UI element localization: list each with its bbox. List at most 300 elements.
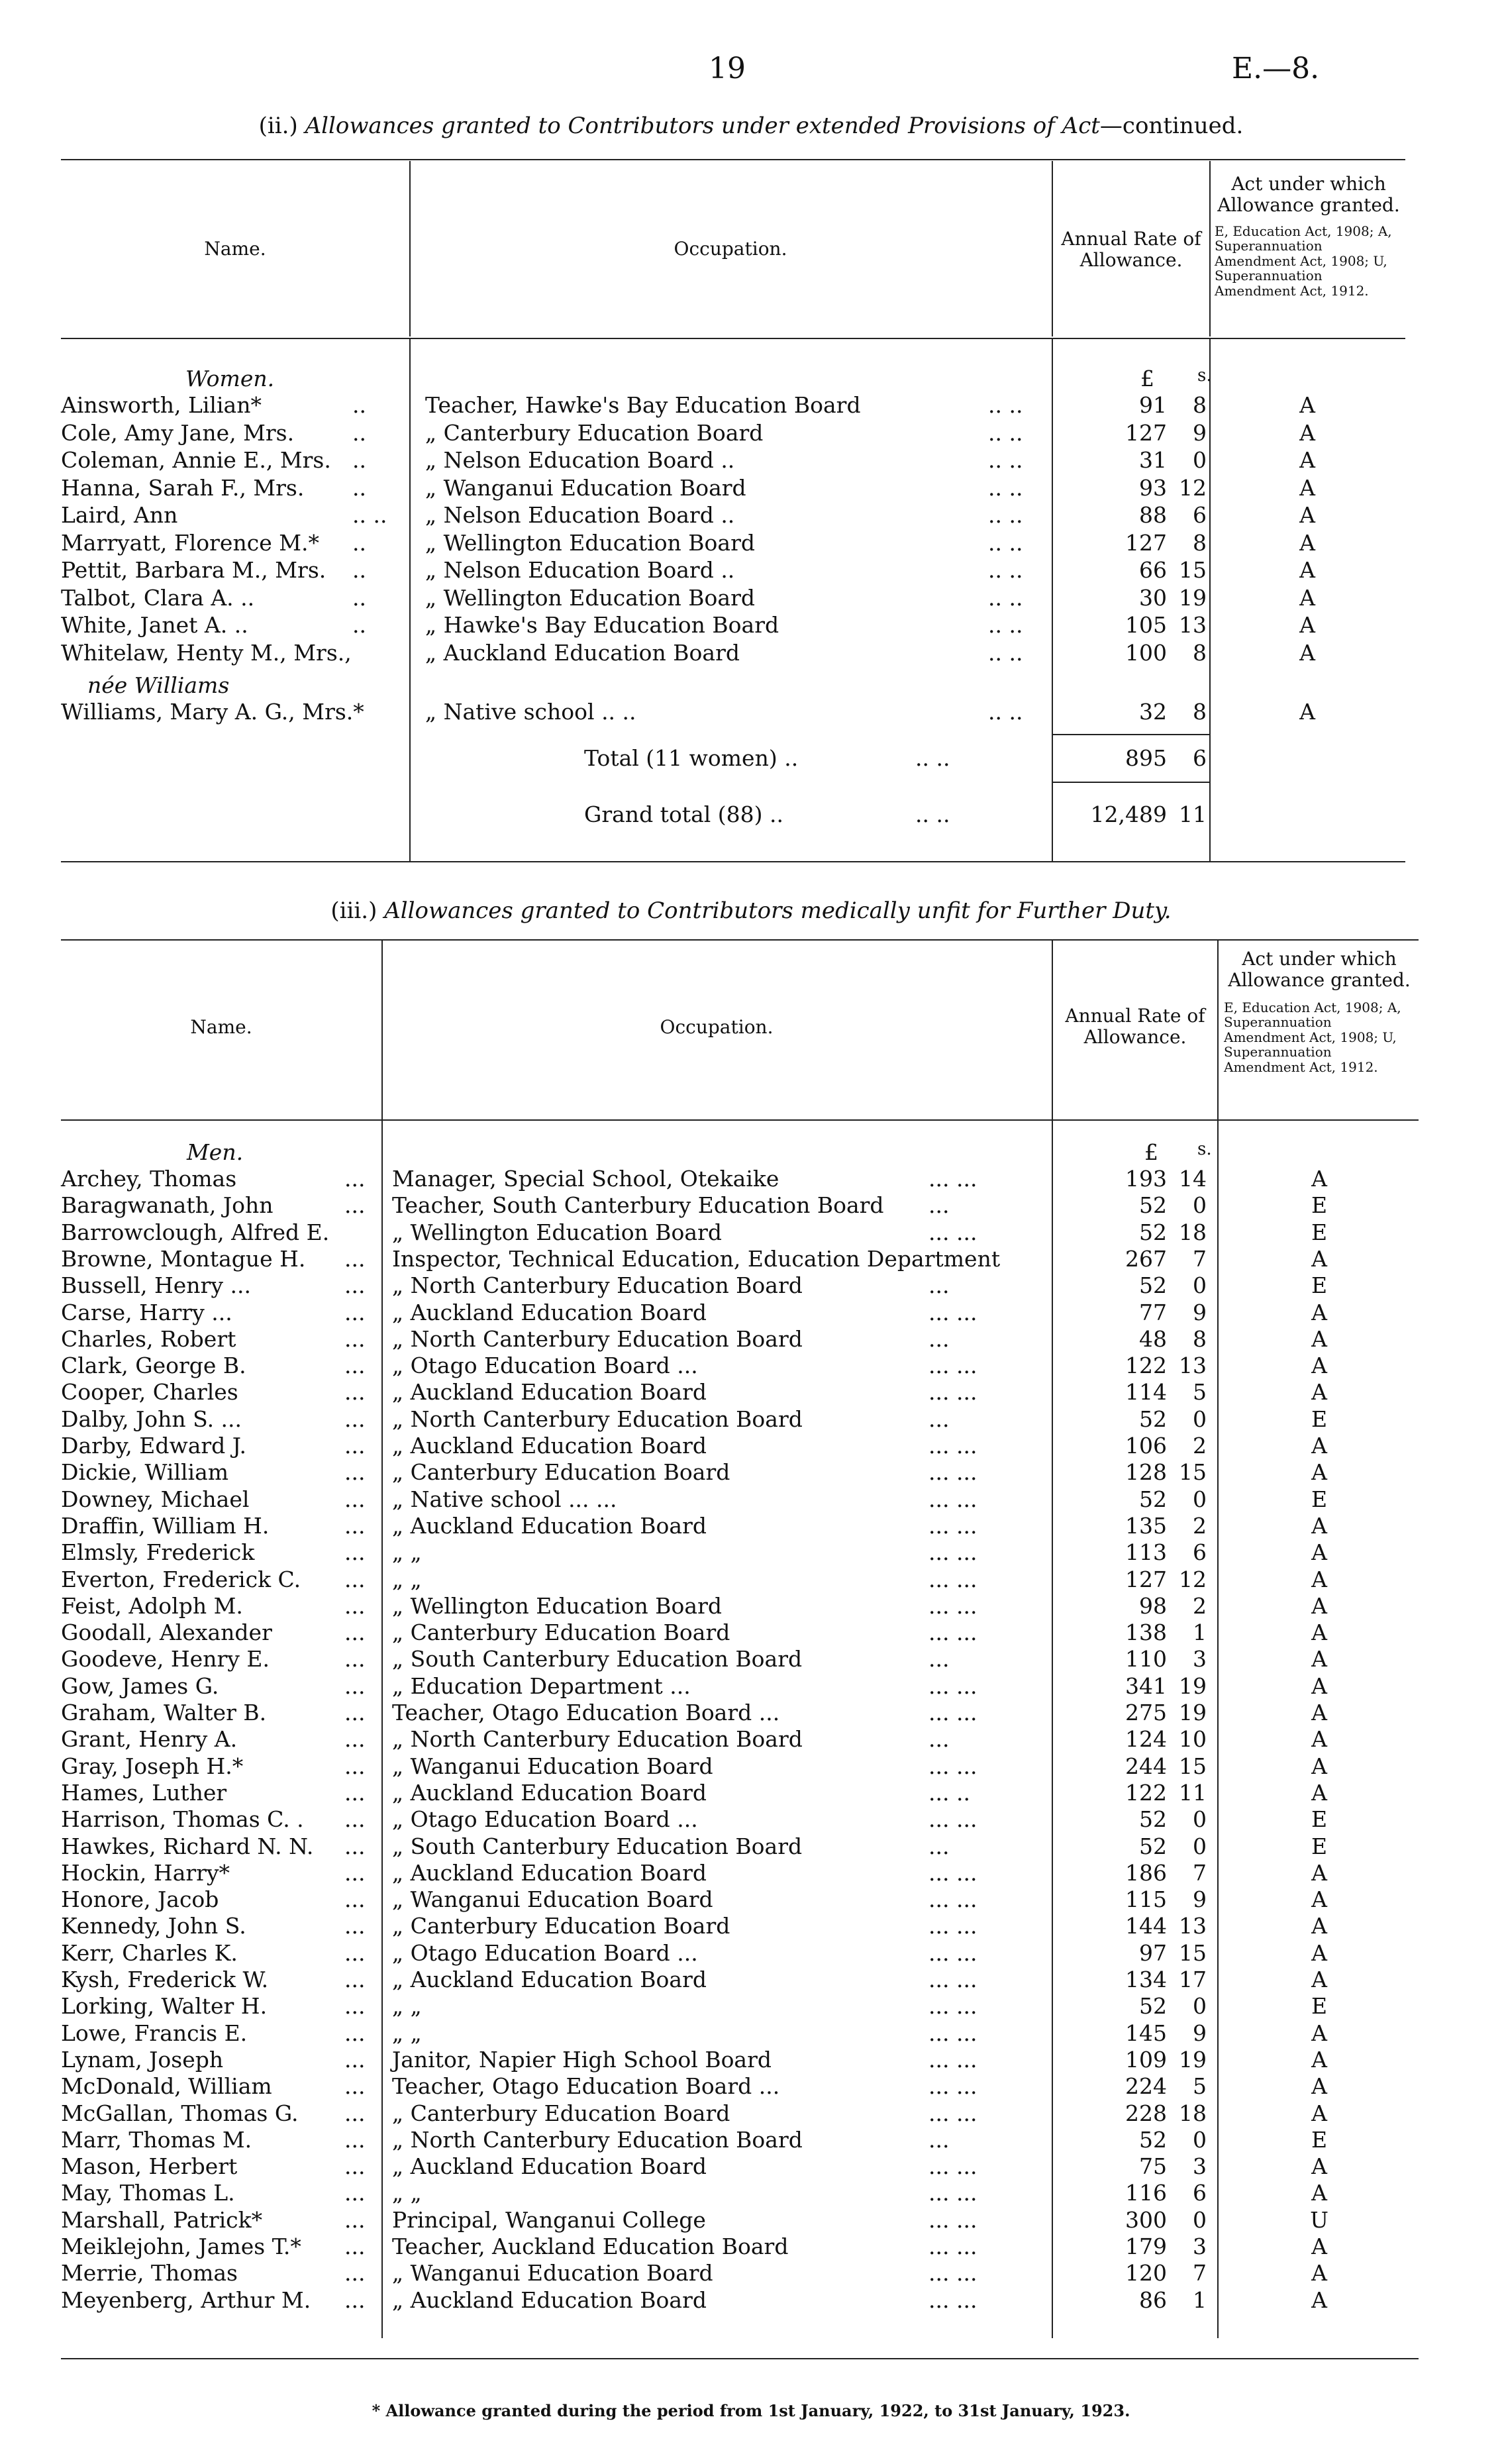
table3-row-occupation: „ South Canterbury Education Board bbox=[392, 1646, 803, 1672]
table3-row bbox=[61, 2260, 1419, 2286]
table3-row-occupation: „ Auckland Education Board bbox=[392, 1512, 707, 1539]
table3-row-occ-dots: ... ... bbox=[928, 1539, 977, 1566]
table3-row-shillings: 11 bbox=[1179, 1779, 1207, 1806]
table2-row-pounds: 93 bbox=[1139, 474, 1167, 501]
table3-row-occupation: „ Canterbury Education Board bbox=[392, 1913, 730, 1939]
table3-row-occupation: „ Education Department ... bbox=[392, 1672, 691, 1699]
table2-total-dots: .. .. bbox=[915, 745, 950, 771]
table2-row-occupation: „ Auckland Education Board bbox=[425, 639, 740, 666]
table3-row-name: Harrison, Thomas C. . bbox=[61, 1806, 304, 1833]
table3-row-shillings: 19 bbox=[1179, 1672, 1207, 1699]
table3-row bbox=[61, 1272, 1419, 1299]
table3-row-name: Gow, James G. bbox=[61, 1672, 219, 1699]
table3-row bbox=[61, 1619, 1419, 1646]
table3-row-name-dots: ... bbox=[344, 1512, 366, 1539]
table3-row-pounds: 106 bbox=[1125, 1433, 1167, 1459]
table2-row-occ-dots: .. .. bbox=[988, 419, 1023, 446]
table3-row-occupation: „ Auckland Education Board bbox=[392, 1967, 707, 1992]
table3-row-act: A bbox=[1311, 1539, 1327, 1566]
table3-row-pounds: 341 bbox=[1125, 1672, 1167, 1699]
table3-row bbox=[61, 1406, 1419, 1433]
table3-row bbox=[61, 1646, 1419, 1672]
table3-row bbox=[61, 1993, 1419, 2020]
table3-row-occ-dots: ... ... bbox=[928, 2046, 977, 2073]
table2-row-shillings: 15 bbox=[1179, 557, 1207, 583]
table3-row-occupation: „ North Canterbury Education Board bbox=[392, 1726, 803, 1753]
table3-row-name: Bussell, Henry ... bbox=[61, 1272, 251, 1299]
table2-row-shillings: 13 bbox=[1179, 612, 1207, 638]
table3-row-name-dots: ... bbox=[344, 2046, 366, 2073]
table2-row-act: A bbox=[1299, 419, 1315, 446]
table3-row-occupation: „ Wanganui Education Board bbox=[392, 2260, 713, 2286]
table3-row-act: A bbox=[1311, 1726, 1327, 1753]
table2-currency-pounds: £ bbox=[1140, 366, 1154, 391]
table3-row-name-dots: ... bbox=[344, 1913, 366, 1939]
table3-row-name: Honore, Jacob bbox=[61, 1886, 219, 1913]
table3-row-occupation: Principal, Wanganui College bbox=[392, 2206, 706, 2233]
table3-row-name: Baragwanath, John bbox=[61, 1192, 274, 1219]
table3-row-act: A bbox=[1311, 1779, 1327, 1806]
table3-row-name-dots: ... bbox=[344, 1245, 366, 1272]
table3-row-occ-dots: ... ... bbox=[928, 1433, 977, 1459]
table3-row-act: A bbox=[1311, 1566, 1327, 1592]
table2-grand-label: Grand total (88) .. bbox=[584, 801, 783, 827]
table3-row-shillings: 7 bbox=[1193, 2260, 1207, 2286]
table2-row-name-dots: .. bbox=[352, 529, 366, 556]
table3-row-act: A bbox=[1311, 2233, 1327, 2259]
table2-row-act: A bbox=[1299, 699, 1315, 725]
table2-row-name: White, Janet A. .. bbox=[61, 612, 248, 638]
table2-whitelaw-cont: née Williams bbox=[87, 672, 230, 698]
table2-row bbox=[61, 530, 1405, 556]
table3-row-occ-dots: ... bbox=[928, 1192, 950, 1219]
table3-row-act: A bbox=[1311, 1433, 1327, 1459]
table3-row-name-dots: ... bbox=[344, 1353, 366, 1379]
table3-row-pounds: 52 bbox=[1139, 1272, 1167, 1299]
table3-row-name-dots: ... bbox=[344, 1592, 366, 1619]
table3-row-name: Carse, Harry ... bbox=[61, 1299, 232, 1325]
table3-row-act: A bbox=[1311, 1379, 1327, 1406]
table3-row bbox=[61, 2153, 1419, 2180]
table2-vline-3 bbox=[1209, 161, 1211, 336]
table3-row-name: Meyenberg, Arthur M. bbox=[61, 2286, 311, 2313]
table2-row-occupation: „ Nelson Education Board .. bbox=[425, 502, 735, 528]
table3-row-act: A bbox=[1311, 1859, 1327, 1886]
table3-title bbox=[0, 898, 1502, 924]
table3-row-act: A bbox=[1311, 2046, 1327, 2073]
table2-grand-shillings: 11 bbox=[1179, 801, 1207, 827]
table2-row-pounds: 88 bbox=[1139, 502, 1167, 528]
table3-row-shillings: 0 bbox=[1193, 1272, 1207, 1299]
table3-row-name-dots: ... bbox=[344, 1406, 366, 1432]
table3-row bbox=[61, 1673, 1419, 1700]
table2-row-name-dots: .. bbox=[352, 419, 366, 446]
table3-row-name-dots: ... bbox=[344, 1566, 366, 1592]
table3-row-pounds: 98 bbox=[1139, 1592, 1167, 1619]
table3-row-occ-dots: ... ... bbox=[928, 2020, 977, 2046]
table2-row-act: A bbox=[1299, 557, 1315, 583]
table3-row-shillings: 10 bbox=[1179, 1726, 1207, 1753]
table2-row-occ-dots: .. .. bbox=[988, 699, 1023, 725]
table2-row-shillings: 9 bbox=[1193, 419, 1207, 446]
table3-row-act: E bbox=[1311, 1272, 1328, 1299]
table3-row-occ-dots: ... bbox=[928, 1325, 950, 1352]
table3-row-name: Draffin, William H. bbox=[61, 1512, 270, 1539]
table3-row-pounds: 135 bbox=[1125, 1512, 1167, 1539]
table3-row-act: A bbox=[1311, 1512, 1327, 1539]
table2-row-name-dots: .. bbox=[352, 392, 366, 418]
table2-row-occupation: „ Nelson Education Board .. bbox=[425, 557, 735, 583]
table3-row bbox=[61, 1300, 1419, 1326]
table3-row-shillings: 0 bbox=[1193, 1806, 1207, 1833]
table3-row-act: A bbox=[1311, 1753, 1327, 1779]
table3-row-pounds: 113 bbox=[1125, 1539, 1167, 1566]
table3-row-shillings: 3 bbox=[1193, 1646, 1207, 1672]
table2-col-act-note: E, Education Act, 1908; A, Superannuation Amendment Act, 1908; U, Superannuation Amendment Act, 1912. bbox=[1215, 223, 1392, 299]
table3-row-shillings: 15 bbox=[1179, 1753, 1207, 1779]
table2-row-occupation: „ Native school .. .. bbox=[425, 699, 636, 725]
table3-row-name: Marr, Thomas M. bbox=[61, 2126, 252, 2153]
table3-row-name: Mason, Herbert bbox=[61, 2153, 238, 2180]
table2-row-shillings: 0 bbox=[1193, 447, 1207, 473]
table3-row-name-dots: ... bbox=[344, 1299, 366, 1325]
table3-row bbox=[61, 2180, 1419, 2206]
table3-row bbox=[61, 1833, 1419, 1860]
table2-row bbox=[61, 640, 1405, 666]
table3-row bbox=[61, 1486, 1419, 1513]
table3-row-occupation: Janitor, Napier High School Board bbox=[392, 2046, 772, 2073]
table3-row bbox=[61, 1353, 1419, 1379]
table2-row-act: A bbox=[1299, 447, 1315, 473]
table2-row-name: Whitelaw, Henty M., Mrs., bbox=[61, 639, 352, 666]
table2-row-act: A bbox=[1299, 584, 1315, 611]
table3-row-occupation: „ „ bbox=[392, 1539, 422, 1566]
table2-row-shillings: 19 bbox=[1179, 584, 1207, 611]
table3-row-occupation: „ Otago Education Board ... bbox=[392, 1806, 698, 1833]
table2-col-occupation: Occupation. bbox=[674, 238, 787, 260]
table2-total-rule-top bbox=[1052, 734, 1209, 735]
table3-row-name-dots: ... bbox=[344, 1192, 366, 1219]
table3-row-occ-dots: ... ... bbox=[928, 2073, 977, 2100]
table3-row-pounds: 127 bbox=[1125, 1566, 1167, 1592]
table3-row-shillings: 14 bbox=[1179, 1166, 1207, 1192]
table2-row-occ-dots: .. .. bbox=[988, 584, 1023, 611]
table3-row-name-dots: ... bbox=[344, 1646, 366, 1672]
table3-row-occ-dots: ... .. bbox=[928, 1779, 970, 1806]
table3-row-name: Barrowclough, Alfred E. bbox=[61, 1219, 330, 1245]
table3-row-occupation: „ Otago Education Board ... bbox=[392, 1353, 698, 1379]
table3-row bbox=[61, 2287, 1419, 2314]
table3-row-shillings: 3 bbox=[1193, 2153, 1207, 2180]
table3-row-occupation: „ Auckland Education Board bbox=[392, 1859, 707, 1886]
table3-row-occupation: „ Auckland Education Board bbox=[392, 2286, 707, 2313]
table2-top-rule bbox=[61, 159, 1405, 160]
table3-row-occ-dots: ... ... bbox=[928, 2233, 977, 2259]
table3-row bbox=[61, 1539, 1419, 1566]
table2-row-occ-dots: .. .. bbox=[988, 529, 1023, 556]
table2-row-shillings: 6 bbox=[1193, 502, 1207, 528]
table2-row-shillings: 8 bbox=[1193, 392, 1207, 418]
table3-row-name: Charles, Robert bbox=[61, 1325, 236, 1352]
table3-row-name: Browne, Montague H. bbox=[61, 1245, 306, 1272]
table3-row bbox=[61, 1913, 1419, 1939]
table3-top-rule bbox=[61, 939, 1419, 941]
table3-row-name: Archey, Thomas bbox=[61, 1166, 237, 1192]
table3-row-shillings: 9 bbox=[1193, 1886, 1207, 1913]
table3-row-pounds: 300 bbox=[1125, 2206, 1167, 2233]
table3-row-act: A bbox=[1311, 1886, 1327, 1913]
table2-row-name: Cole, Amy Jane, Mrs. bbox=[61, 419, 295, 446]
table3-col-name: Name. bbox=[190, 1016, 252, 1038]
table3-row-name-dots: ... bbox=[344, 2073, 366, 2100]
table2-row-name: Pettit, Barbara M., Mrs. bbox=[61, 557, 326, 583]
table2-col-rate: Annual Rate of Allowance. bbox=[1061, 228, 1201, 272]
table3-row-name: Kerr, Charles K. bbox=[61, 1939, 238, 1966]
table3-row-name: McDonald, William bbox=[61, 2073, 272, 2100]
table3-row-pounds: 52 bbox=[1139, 1486, 1167, 1512]
table3-row-occupation: „ Auckland Education Board bbox=[392, 1379, 707, 1406]
table3-row-act: E bbox=[1311, 1219, 1328, 1245]
table3-row-pounds: 114 bbox=[1125, 1379, 1167, 1406]
table3-row-pounds: 97 bbox=[1139, 1939, 1167, 1966]
table2-total-rule-bottom bbox=[1052, 782, 1209, 783]
table3-row bbox=[61, 1753, 1419, 1780]
table3-row-name-dots: ... bbox=[344, 2260, 366, 2286]
table3-row-name-dots: ... bbox=[344, 1726, 366, 1753]
table3-col-occupation: Occupation. bbox=[660, 1016, 774, 1038]
table3-row-shillings: 19 bbox=[1179, 1700, 1207, 1725]
table3-row-shillings: 0 bbox=[1193, 1192, 1207, 1219]
table3-row-act: E bbox=[1311, 1406, 1328, 1432]
table3-row-name-dots: ... bbox=[344, 1166, 366, 1192]
table3-row-name-dots: ... bbox=[344, 1433, 366, 1459]
table3-row-name-dots: ... bbox=[344, 1833, 366, 1859]
table2-row-act: A bbox=[1299, 474, 1315, 501]
table3-row-pounds: 134 bbox=[1125, 1967, 1167, 1992]
table3-row-name: May, Thomas L. bbox=[61, 2180, 235, 2206]
table3-row bbox=[61, 1967, 1419, 1993]
table3-row-occ-dots: ... ... bbox=[928, 1993, 977, 2020]
table3-row-act: E bbox=[1311, 1993, 1328, 2020]
table3-row-pounds: 124 bbox=[1125, 1726, 1167, 1753]
table3-row-shillings: 0 bbox=[1193, 1833, 1207, 1859]
table2-row bbox=[61, 557, 1405, 584]
table3-row-name: Everton, Frederick C. bbox=[61, 1566, 301, 1592]
table3-row-act: A bbox=[1311, 1325, 1327, 1352]
table3-row-occ-dots: ... ... bbox=[928, 1806, 977, 1833]
page-number: 19 bbox=[709, 52, 746, 85]
table2-row-occ-dots: .. .. bbox=[988, 392, 1023, 418]
table2-row-pounds: 100 bbox=[1125, 639, 1167, 666]
table3-row-name: Downey, Michael bbox=[61, 1486, 250, 1512]
table3-row-pounds: 75 bbox=[1139, 2153, 1167, 2180]
table3-row-shillings: 6 bbox=[1193, 1539, 1207, 1566]
table2-row-name-dots: .. bbox=[352, 557, 366, 583]
table2-title bbox=[0, 113, 1502, 139]
table3-row-shillings: 7 bbox=[1193, 1859, 1207, 1886]
table3-row-pounds: 228 bbox=[1125, 2100, 1167, 2126]
table3-row-pounds: 145 bbox=[1125, 2020, 1167, 2046]
table3-row-occ-dots: ... ... bbox=[928, 2153, 977, 2180]
table2-row-shillings: 8 bbox=[1193, 639, 1207, 666]
table3-row-name: Lynam, Joseph bbox=[61, 2046, 224, 2073]
table3-row bbox=[61, 1780, 1419, 1806]
table3-row-occ-dots: ... ... bbox=[928, 1592, 977, 1619]
table2-row-pounds: 31 bbox=[1139, 447, 1167, 473]
table2-total-label: Total (11 women) .. bbox=[584, 745, 799, 771]
table3-row-occ-dots: ... bbox=[928, 1833, 950, 1859]
table3-row-pounds: 115 bbox=[1125, 1886, 1167, 1913]
table3-row-name-dots: ... bbox=[344, 1379, 366, 1406]
table3-bottom-rule bbox=[61, 2358, 1419, 2359]
table3-row-pounds: 179 bbox=[1125, 2233, 1167, 2259]
table3-row-name-dots: ... bbox=[344, 1672, 366, 1699]
table3-row-pounds: 52 bbox=[1139, 1192, 1167, 1219]
table3-row-name: Meiklejohn, James T.* bbox=[61, 2233, 301, 2259]
table3-row-occ-dots: ... ... bbox=[928, 1379, 977, 1406]
table3-row-name: Merrie, Thomas bbox=[61, 2260, 238, 2286]
table2-row-name-dots: .. .. bbox=[352, 502, 387, 528]
table2-subheading-row bbox=[61, 366, 1405, 392]
table3-row-pounds: 52 bbox=[1139, 2126, 1167, 2153]
table3-row-occ-dots: ... bbox=[928, 1646, 950, 1672]
table3-row bbox=[61, 1726, 1419, 1753]
table3-row-shillings: 18 bbox=[1179, 1219, 1207, 1245]
table3-row bbox=[61, 1166, 1419, 1192]
table3-row-occ-dots: ... ... bbox=[928, 1619, 977, 1646]
table3-row-act: A bbox=[1311, 1646, 1327, 1672]
table3-row-occupation: „ North Canterbury Education Board bbox=[392, 1406, 803, 1432]
table3-row-occ-dots: ... bbox=[928, 1272, 950, 1299]
table2-row bbox=[61, 612, 1405, 639]
table2-total-shillings: 6 bbox=[1193, 745, 1207, 771]
table2-row-occupation: Teacher, Hawke's Bay Education Board bbox=[425, 392, 861, 418]
table3-row-name: Cooper, Charles bbox=[61, 1379, 238, 1406]
table3-row-name-dots: ... bbox=[344, 1325, 366, 1352]
table3-row-pounds: 128 bbox=[1125, 1459, 1167, 1486]
footnote: * Allowance granted during the period from 1st January, 1922, to 31st January, 1923. bbox=[372, 2401, 1130, 2420]
table3-row bbox=[61, 1459, 1419, 1486]
table3-row-pounds: 86 bbox=[1139, 2286, 1167, 2313]
table3-row-act: A bbox=[1311, 1166, 1327, 1192]
table3-row-occ-dots: ... ... bbox=[928, 2100, 977, 2126]
table3-row-occupation: „ Auckland Education Board bbox=[392, 1299, 707, 1325]
table3-row-name: Gray, Joseph H.* bbox=[61, 1753, 244, 1779]
table3-row-name-dots: ... bbox=[344, 1459, 366, 1486]
table3-row-occupation: „ Wellington Education Board bbox=[392, 1592, 722, 1619]
table3-row bbox=[61, 2020, 1419, 2047]
table3-row-act: A bbox=[1311, 1299, 1327, 1325]
table3-row-occupation: „ Auckland Education Board bbox=[392, 2153, 707, 2180]
table3-row-occ-dots: ... ... bbox=[928, 1566, 977, 1592]
table2-col-name: Name. bbox=[204, 238, 266, 260]
table3-row bbox=[61, 2207, 1419, 2233]
table3-row-shillings: 0 bbox=[1193, 1406, 1207, 1432]
table3-currency-pounds: £ bbox=[1144, 1139, 1158, 1165]
table3-row-act: A bbox=[1311, 2153, 1327, 2180]
table3-row-name-dots: ... bbox=[344, 1939, 366, 1966]
table3-row-pounds: 52 bbox=[1139, 1219, 1167, 1245]
table2-col-act-title: Act under which Allowance granted. bbox=[1217, 173, 1400, 217]
table2-row-occupation: „ Nelson Education Board .. bbox=[425, 447, 735, 473]
table3-row-pounds: 120 bbox=[1125, 2260, 1167, 2286]
table3-row-occupation: „ Wanganui Education Board bbox=[392, 1886, 713, 1913]
table3-row bbox=[61, 1806, 1419, 1833]
table3-row-occupation: „ Canterbury Education Board bbox=[392, 2100, 730, 2126]
table2-row-occupation: „ Canterbury Education Board bbox=[425, 419, 764, 446]
table3-row-name: Kysh, Frederick W. bbox=[61, 1967, 269, 1992]
table2-row-name: Williams, Mary A. G., Mrs.* bbox=[61, 699, 364, 725]
table3-row-act: E bbox=[1311, 1192, 1328, 1219]
table3-row-occ-dots: ... ... bbox=[928, 1939, 977, 1966]
table3-subheading-row bbox=[61, 1139, 1419, 1166]
table2-row-occupation: „ Wanganui Education Board bbox=[425, 474, 746, 501]
table3-row-act: A bbox=[1311, 1353, 1327, 1379]
table3-row-act: A bbox=[1311, 2180, 1327, 2206]
table3-row-shillings: 1 bbox=[1193, 2286, 1207, 2313]
table3-row-occupation: Inspector, Technical Education, Education Department bbox=[392, 1245, 1001, 1272]
table3-row-shillings: 6 bbox=[1193, 2180, 1207, 2206]
table2-row bbox=[61, 502, 1405, 529]
table3-row-name: Elmsly, Frederick bbox=[61, 1539, 255, 1566]
table3-row-occ-dots: ... ... bbox=[928, 1913, 977, 1939]
table3-row-name: Hawkes, Richard N. N. bbox=[61, 1833, 314, 1859]
table2-row-occ-dots: .. .. bbox=[988, 639, 1023, 666]
table3-currency-shillings: s. bbox=[1197, 1139, 1212, 1159]
table2-total-pounds: 895 bbox=[1125, 745, 1167, 771]
table3-row-act: A bbox=[1311, 1967, 1327, 1992]
table3-row-shillings: 0 bbox=[1193, 1993, 1207, 2020]
table2-row-name: Talbot, Clara A. .. bbox=[61, 584, 255, 611]
table3-row-name-dots: ... bbox=[344, 1993, 366, 2020]
table3-row-occ-dots: ... ... bbox=[928, 1299, 977, 1325]
table3-row-occ-dots: ... ... bbox=[928, 1700, 977, 1725]
table2-title-italic: Allowances granted to Contributors under extended Provisions of Act bbox=[305, 113, 1100, 139]
table3-row-shillings: 13 bbox=[1179, 1353, 1207, 1379]
table3-row bbox=[61, 1513, 1419, 1539]
table3-row-name-dots: ... bbox=[344, 1806, 366, 1833]
table2-title-suffix: —continued. bbox=[1099, 113, 1244, 139]
table3-row-act: U bbox=[1310, 2206, 1328, 2233]
table3-row-pounds: 224 bbox=[1125, 2073, 1167, 2100]
table3-row-name: Dickie, William bbox=[61, 1459, 229, 1486]
table2-row-name: Coleman, Annie E., Mrs. bbox=[61, 447, 331, 473]
table3-row bbox=[61, 2233, 1419, 2260]
table3-row-name: Goodeve, Henry E. bbox=[61, 1646, 270, 1672]
table3-row-pounds: 52 bbox=[1139, 1406, 1167, 1432]
table3-row-occ-dots: ... ... bbox=[928, 2260, 977, 2286]
table3-row-shillings: 19 bbox=[1179, 2046, 1207, 2073]
table3-row-occupation: „ Wanganui Education Board bbox=[392, 1753, 713, 1779]
table3-row bbox=[61, 1566, 1419, 1593]
table3-title-prefix: (iii.) bbox=[330, 898, 385, 924]
table3-row-name-dots: ... bbox=[344, 2126, 366, 2153]
table3-row-name: Graham, Walter B. bbox=[61, 1700, 267, 1725]
table2-row-pounds: 105 bbox=[1125, 612, 1167, 638]
table3-row-occ-dots: ... bbox=[928, 2126, 950, 2153]
table3-row bbox=[61, 2100, 1419, 2127]
table3-row-act: A bbox=[1311, 1245, 1327, 1272]
table3-row-occupation: „ Canterbury Education Board bbox=[392, 1619, 730, 1646]
table3-row-shillings: 3 bbox=[1193, 2233, 1207, 2259]
table3-row-pounds: 116 bbox=[1125, 2180, 1167, 2206]
table2-row-pounds: 91 bbox=[1139, 392, 1167, 418]
table3-col-act-title: Act under which Allowance granted. bbox=[1228, 948, 1411, 992]
table3-row-occ-dots: ... ... bbox=[928, 1672, 977, 1699]
table3-row bbox=[61, 1886, 1419, 1913]
table3-row-occupation: „ „ bbox=[392, 2180, 422, 2206]
table3-row-act: A bbox=[1311, 2260, 1327, 2286]
